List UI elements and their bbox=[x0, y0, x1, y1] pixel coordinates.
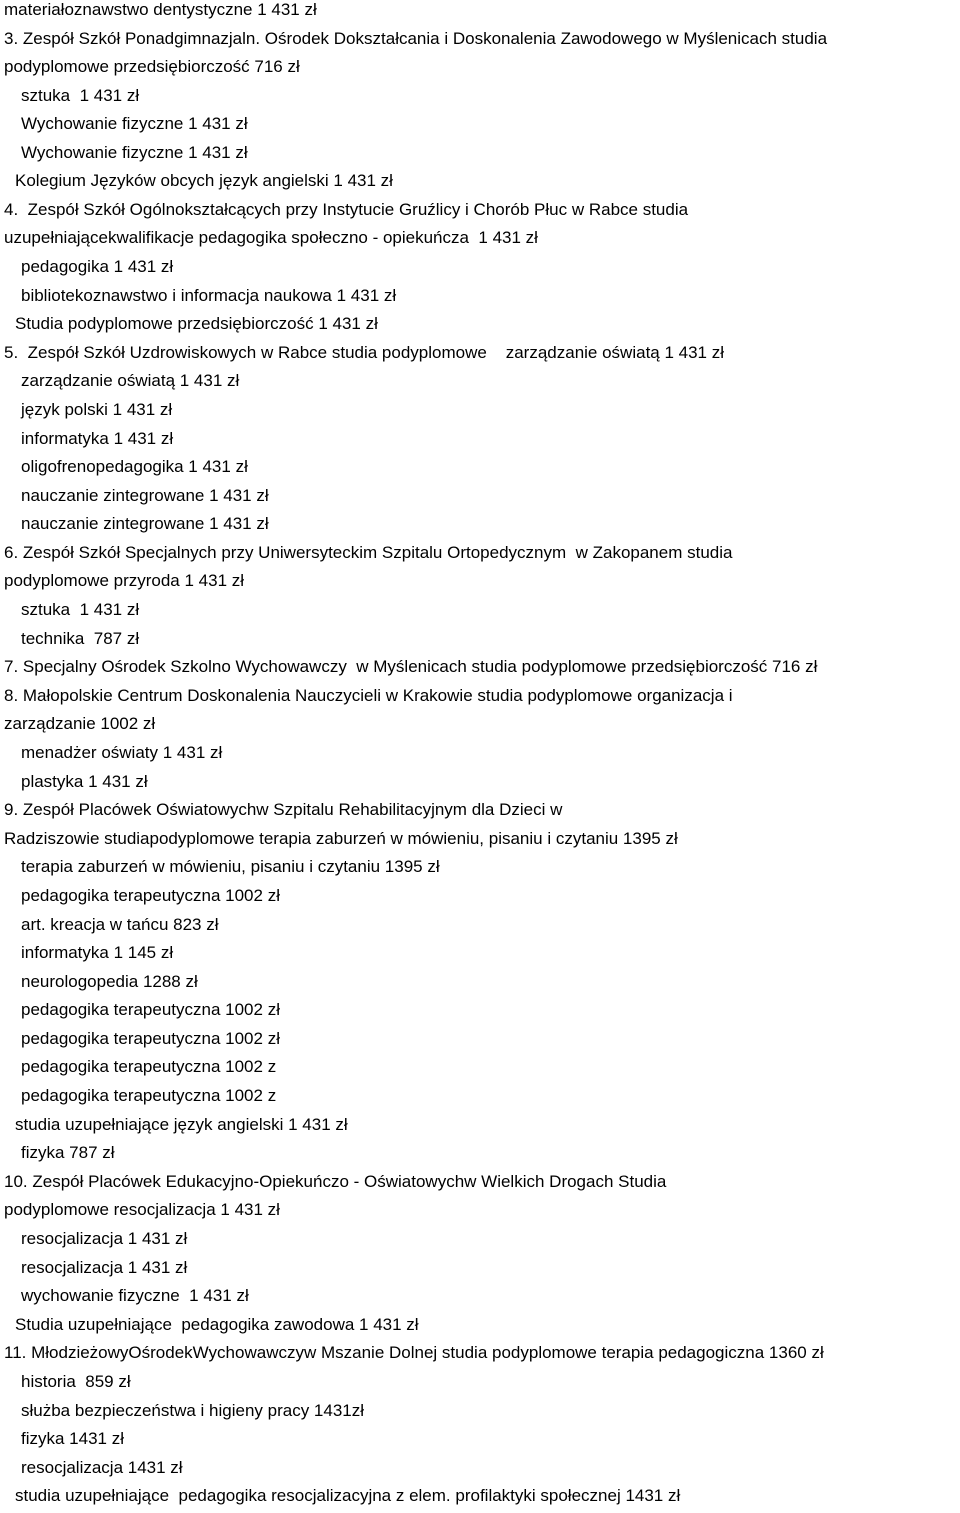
text-line: pedagogika terapeutyczna 1002 z bbox=[21, 1086, 277, 1105]
text-line: pedagogika 1 431 zł bbox=[21, 257, 174, 276]
text-line: terapia zaburzeń w mówieniu, pisaniu i czytaniu 1395 zł bbox=[21, 857, 440, 876]
text-line: pedagogika terapeutyczna 1002 zł bbox=[21, 1029, 280, 1048]
text-line: wychowanie fizyczne 1 431 zł bbox=[21, 1286, 249, 1305]
text-line: podyplomowe przyroda 1 431 zł bbox=[4, 571, 245, 590]
text-line: bibliotekoznawstwo i informacja naukowa 1 431 zł bbox=[21, 286, 397, 305]
text-line: informatyka 1 145 zł bbox=[21, 943, 174, 962]
text-line: język polski 1 431 zł bbox=[21, 400, 173, 419]
text-line: sztuka 1 431 zł bbox=[21, 86, 140, 105]
text-line: Wychowanie fizyczne 1 431 zł bbox=[21, 114, 248, 133]
section-heading-4: 4. Zespół Szkół Ogólnokształcących przy Instytucie Gruźlicy i Chorób Płuc w Rabce studia bbox=[4, 200, 689, 219]
text-line: podyplomowe resocjalizacja 1 431 zł bbox=[4, 1200, 280, 1219]
section-heading-5: 5. Zespół Szkół Uzdrowiskowych w Rabce studia podyplomowe zarządzanie oświatą 1 431 zł bbox=[4, 343, 725, 362]
text-line: plastyka 1 431 zł bbox=[21, 772, 148, 791]
text-line: historia 859 zł bbox=[21, 1372, 131, 1391]
text-line: Radziszowie studiapodyplomowe terapia zaburzeń w mówieniu, pisaniu i czytaniu 1395 zł bbox=[4, 829, 678, 848]
text-line: nauczanie zintegrowane 1 431 zł bbox=[21, 486, 269, 505]
section-heading-10: 10. Zespół Placówek Edukacyjno-Opiekuńczo - Oświatowychw Wielkich Drogach Studia bbox=[4, 1172, 667, 1191]
text-line: menadżer oświaty 1 431 zł bbox=[21, 743, 223, 762]
text-line: zarządzanie 1002 zł bbox=[4, 714, 156, 733]
section-heading-11: 11. MłodzieżowyOśrodekWychowawczyw Mszanie Dolnej studia podyplomowe terapia pedagogiczna 1360 zł bbox=[4, 1343, 824, 1362]
section-heading-3: 3. Zespół Szkół Ponadgimnazjaln. Ośrodek Dokształcania i Doskonalenia Zawodowego w Myślenicach studia bbox=[4, 29, 828, 48]
section-heading-6: 6. Zespół Szkół Specjalnych przy Uniwersyteckim Szpitalu Ortopedycznym w Zakopanem studia bbox=[4, 543, 733, 562]
text-line: neurologopedia 1288 zł bbox=[21, 972, 198, 991]
text-line: studia uzupełniające pedagogika resocjalizacyjna z elem. profilaktyki społecznej 1431 zł bbox=[15, 1486, 681, 1505]
text-line: nauczanie zintegrowane 1 431 zł bbox=[21, 514, 269, 533]
text-line: art. kreacja w tańcu 823 zł bbox=[21, 915, 219, 934]
text-line: służba bezpieczeństwa i higieny pracy 1431zł bbox=[21, 1401, 365, 1420]
text-line: oligofrenopedagogika 1 431 zł bbox=[21, 457, 248, 476]
text-line: pedagogika terapeutyczna 1002 zł bbox=[21, 1000, 280, 1019]
text-line: resocjalizacja 1 431 zł bbox=[21, 1229, 188, 1248]
section-heading-8: 8. Małopolskie Centrum Doskonalenia Nauczycieli w Krakowie studia podyplomowe organizacja i bbox=[4, 686, 733, 705]
text-line: podyplomowe przedsiębiorczość 716 zł bbox=[4, 57, 300, 76]
text-line: resocjalizacja 1 431 zł bbox=[21, 1258, 188, 1277]
text-line: studia uzupełniające język angielski 1 431 zł bbox=[15, 1115, 348, 1134]
text-line: technika 787 zł bbox=[21, 629, 140, 648]
text-line: sztuka 1 431 zł bbox=[21, 600, 140, 619]
section-heading-7: 7. Specjalny Ośrodek Szkolno Wychowawczy w Myślenicach studia podyplomowe przedsiębiorczość 716 zł bbox=[4, 657, 818, 676]
text-line: Studia uzupełniające pedagogika zawodowa 1 431 zł bbox=[15, 1315, 419, 1334]
text-line: Studia podyplomowe przedsiębiorczość 1 431 zł bbox=[15, 314, 378, 333]
text-line: Wychowanie fizyczne 1 431 zł bbox=[21, 143, 248, 162]
text-line: pedagogika terapeutyczna 1002 zł bbox=[21, 886, 280, 905]
text-line: informatyka 1 431 zł bbox=[21, 429, 174, 448]
text-line: pedagogika terapeutyczna 1002 z bbox=[21, 1057, 277, 1076]
text-line: Kolegium Języków obcych język angielski 1 431 zł bbox=[15, 171, 393, 190]
text-line: uzupełniającekwalifikacje pedagogika społeczno - opiekuńcza 1 431 zł bbox=[4, 228, 538, 247]
text-line: materiałoznawstwo dentystyczne 1 431 zł bbox=[4, 0, 317, 19]
section-heading-9: 9. Zespół Placówek Oświatowychw Szpitalu Rehabilitacyjnym dla Dzieci w bbox=[4, 800, 563, 819]
text-line: fizyka 787 zł bbox=[21, 1143, 115, 1162]
text-line: zarządzanie oświatą 1 431 zł bbox=[21, 371, 240, 390]
text-line: fizyka 1431 zł bbox=[21, 1429, 124, 1448]
text-line: resocjalizacja 1431 zł bbox=[21, 1458, 183, 1477]
